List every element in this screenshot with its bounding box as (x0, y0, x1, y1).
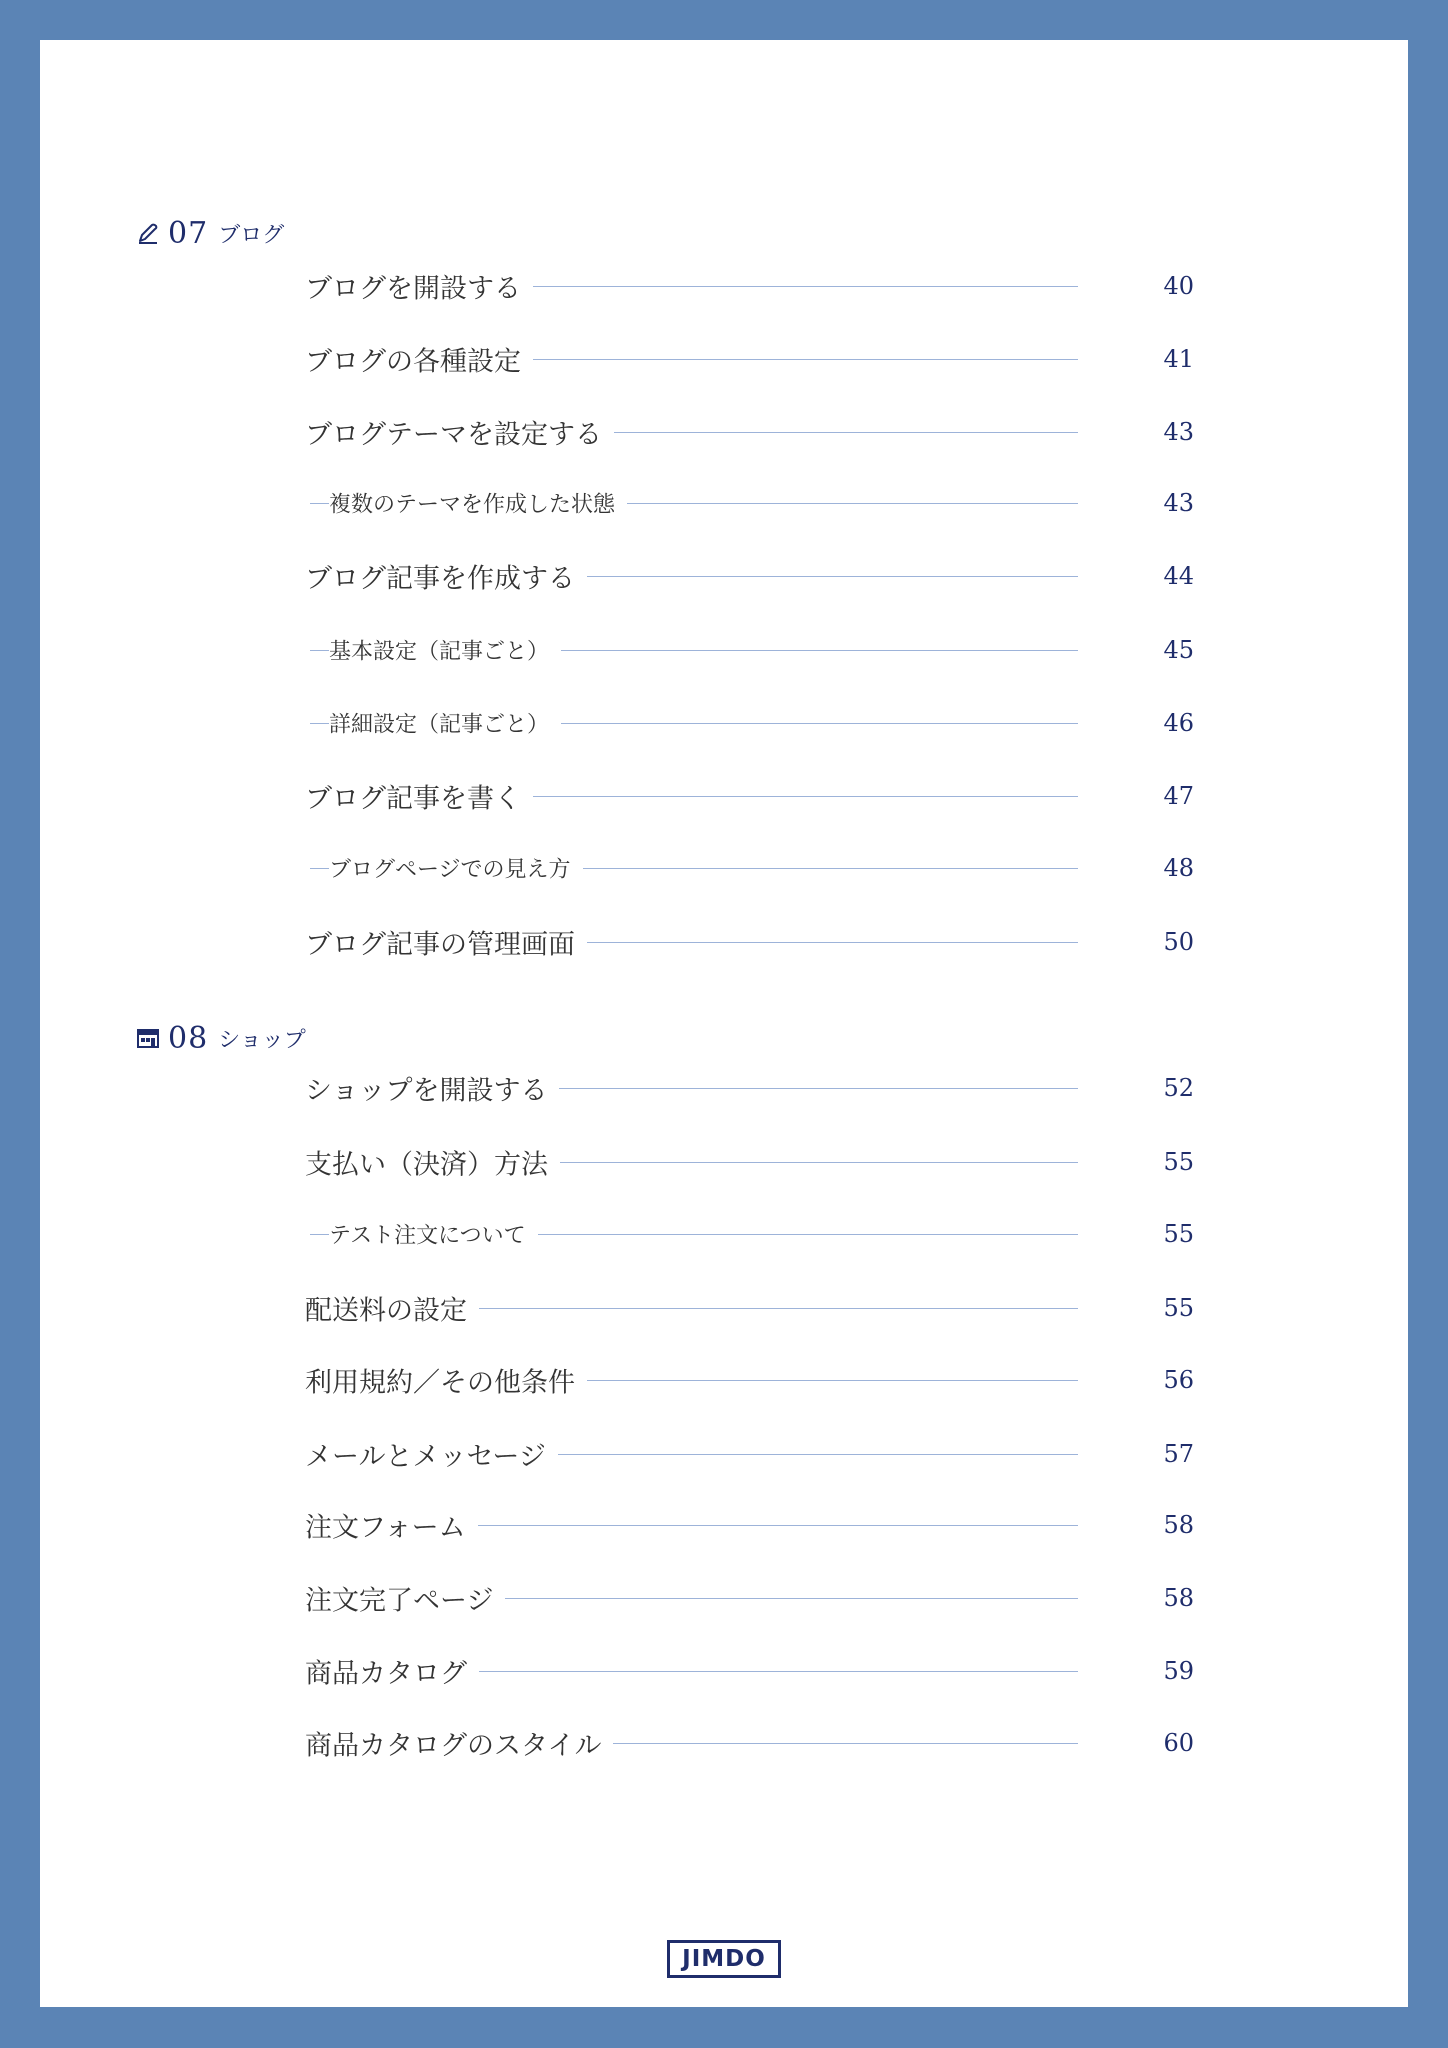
toc-page-number: 44 (1163, 562, 1194, 590)
toc-entry-label: ブログを開設する (305, 267, 533, 306)
toc-entry-label: ブログテーマを設定する (305, 413, 614, 452)
toc-entry-label: 商品カタログのスタイル (305, 1724, 613, 1763)
toc-page-number: 58 (1163, 1584, 1194, 1612)
section-number: 07 (168, 215, 209, 251)
toc-subentry[interactable] (40, 701, 1408, 745)
toc-entry-label: 注文完了ページ (305, 1579, 505, 1618)
toc-entry[interactable] (40, 1066, 1408, 1110)
toc-page-number: 55 (1163, 1294, 1194, 1322)
toc-entry-label: 商品カタログ (305, 1652, 479, 1691)
toc-entry[interactable] (40, 1140, 1408, 1184)
toc-entry-label: 注文フォーム (305, 1506, 478, 1545)
toc-entry-label: メールとメッセージ (305, 1435, 558, 1474)
toc-page-number: 52 (1163, 1074, 1194, 1102)
toc-entry[interactable] (40, 1576, 1408, 1620)
toc-page-number: 43 (1163, 489, 1194, 517)
toc-entry[interactable] (40, 1358, 1408, 1402)
toc-entry-label: ブログ記事を書く (305, 777, 533, 816)
toc-subentry[interactable] (40, 481, 1408, 525)
shop-icon (136, 1026, 160, 1050)
toc-entry-label: ブログ記事を作成する (305, 557, 587, 596)
toc-entry[interactable] (40, 1432, 1408, 1476)
toc-subentry[interactable] (40, 628, 1408, 672)
toc-entry-label: ブログ記事の管理画面 (305, 923, 587, 962)
toc-entry-label: ブログページでの見え方 (329, 853, 583, 884)
toc-page-number: 47 (1163, 782, 1194, 810)
section-heading-blog (136, 215, 284, 251)
pen-icon (136, 221, 160, 245)
toc-entry[interactable] (40, 337, 1408, 381)
toc-page-number: 48 (1163, 854, 1194, 882)
toc-subentry[interactable] (40, 1212, 1408, 1256)
jimdo-logo: JIMDO (667, 1940, 781, 1978)
toc-page-number: 46 (1163, 709, 1194, 737)
section-number: 08 (168, 1020, 209, 1056)
toc-entry-label: ショップを開設する (305, 1069, 559, 1108)
section-title: ブログ (218, 222, 285, 248)
toc-page-number: 57 (1163, 1440, 1194, 1468)
toc-entry[interactable] (40, 1503, 1408, 1547)
toc-page-number: 43 (1163, 418, 1194, 446)
toc-page-number: 50 (1163, 928, 1194, 956)
section-title: ショップ (218, 1027, 306, 1053)
toc-page-number: 55 (1163, 1220, 1194, 1248)
toc-entry-label: 詳細設定（記事ごと） (329, 708, 561, 739)
toc-entry[interactable] (40, 774, 1408, 818)
toc-entry[interactable] (40, 1721, 1408, 1765)
toc-entry[interactable] (40, 1286, 1408, 1330)
toc-page-number: 41 (1163, 345, 1194, 373)
toc-page-number: 56 (1163, 1366, 1194, 1394)
toc-entry[interactable] (40, 1649, 1408, 1693)
toc-entry[interactable] (40, 264, 1408, 308)
toc-entry-label: 基本設定（記事ごと） (329, 635, 561, 666)
toc-entry-label: 支払い（決済）方法 (305, 1143, 560, 1182)
section-heading-shop (136, 1020, 306, 1056)
toc-page-number: 40 (1163, 272, 1194, 300)
toc-entry-label: 配送料の設定 (305, 1289, 479, 1328)
toc-entry-label: ブログの各種設定 (305, 340, 533, 379)
toc-page-number: 60 (1163, 1729, 1194, 1757)
toc-entry-label: 利用規約／その他条件 (305, 1361, 587, 1400)
toc-page-number: 59 (1163, 1657, 1194, 1685)
toc-subentry[interactable] (40, 846, 1408, 890)
toc-entry-label: 複数のテーマを作成した状態 (329, 488, 627, 519)
toc-page-number: 58 (1163, 1511, 1194, 1539)
toc-entry-label: テスト注文について (329, 1219, 538, 1250)
toc-page-number: 55 (1163, 1148, 1194, 1176)
toc-entry[interactable] (40, 410, 1408, 454)
toc-entry[interactable] (40, 554, 1408, 598)
toc-page (40, 40, 1408, 2007)
toc-page-number: 45 (1163, 636, 1194, 664)
toc-entry[interactable] (40, 920, 1408, 964)
